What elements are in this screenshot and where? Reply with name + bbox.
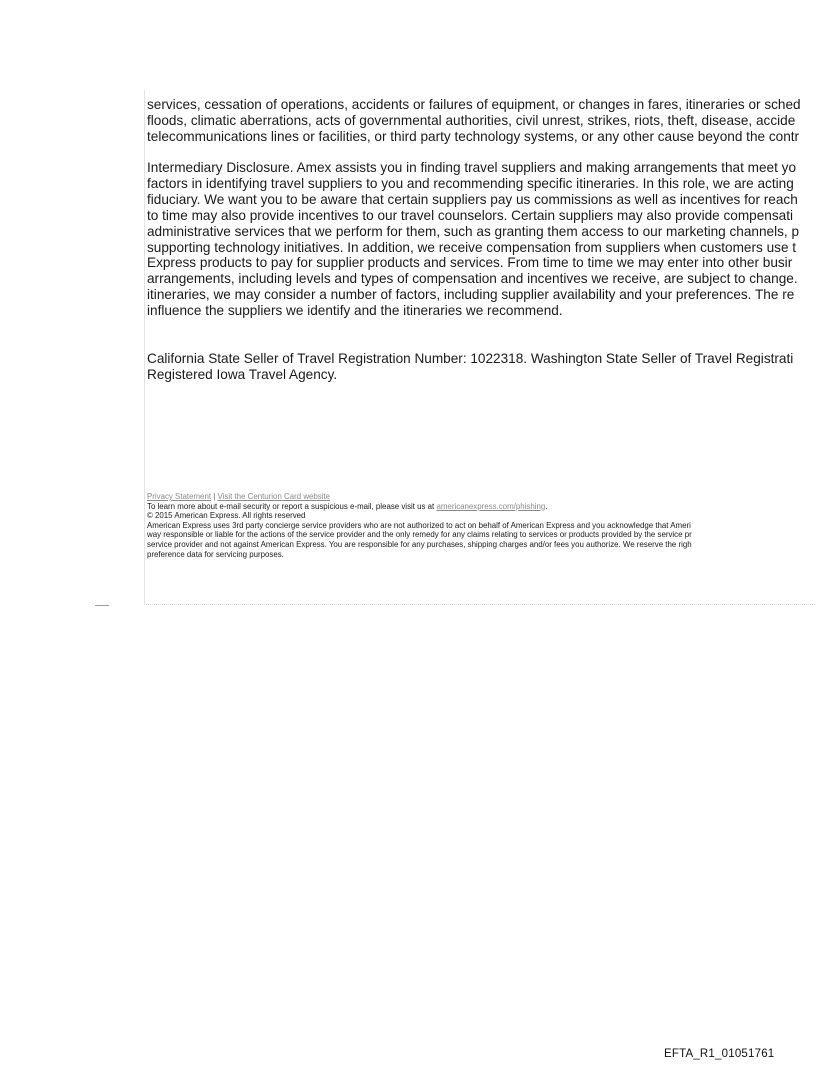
text-line: arrangements, including levels and types of compensation and incentives we receive, are subject to change.	[147, 271, 798, 287]
text-line: California State Seller of Travel Registration Number: 1022318. Washington State Seller of Travel Registrati	[147, 351, 794, 366]
text-line: services, cessation of operations, accidents or failures of equipment, or changes in fares, itineraries or sched	[147, 97, 801, 112]
email-footer	[147, 492, 692, 559]
phishing-link[interactable]: americanexpress.com/phishing	[436, 501, 546, 511]
text-line: Intermediary Disclosure. Amex assists you in finding travel suppliers and making arrangements that meet yo	[147, 160, 797, 175]
margin-mark	[95, 605, 109, 606]
footer-links	[147, 492, 692, 502]
disclaimer-line: service provider and not against American Express. You are responsible for any purchases, shipping charges and/or fees you authorize. We reserve the righ	[147, 539, 692, 549]
text-line: to time may also provide incentives to our travel counselors. Certain suppliers may also provide compensati	[147, 207, 794, 223]
text-line: supporting technology initiatives. In addition, we receive compensation from suppliers when customers use t	[147, 239, 797, 255]
text-line: Express products to pay for supplier products and services. From time to time we may enter into other busir	[147, 255, 793, 271]
centurion-card-link[interactable]: Visit the Centurion Card website	[217, 492, 331, 501]
paragraph-registration	[147, 351, 793, 383]
paragraph-liability	[147, 97, 801, 145]
security-text: To learn more about e-mail security or report a suspicious e-mail, please visit us at	[147, 501, 435, 511]
email-content-box	[144, 90, 816, 605]
link-separator: |	[213, 492, 216, 501]
paragraph-intermediary-disclosure	[147, 160, 799, 319]
security-notice	[147, 502, 692, 512]
copyright-text: © 2015 American Express. All rights reserved	[147, 511, 306, 521]
text-line: itineraries, we may consider a number of factors, including supplier availability and your preferences. The re	[147, 287, 795, 303]
text-line: floods, climatic aberrations, acts of governmental authorities, civil unrest, strikes, riots, theft, disease, accide	[147, 112, 796, 128]
privacy-statement-link[interactable]: Privacy Statement	[147, 492, 212, 501]
text-line: factors in identifying travel suppliers to you and recommending specific itineraries. In this role, we are acting	[147, 175, 794, 191]
text-line: Registered Iowa Travel Agency.	[147, 366, 338, 382]
text-line: telecommunications lines or facilities, or third party technology systems, or any other cause beyond the contr	[147, 128, 800, 144]
disclaimer-line: preference data for servicing purposes.	[147, 549, 284, 559]
disclaimer-line: way responsible or liable for the actions of the service provider and the only remedy for any claims relating to services or products provided by the service pr	[147, 530, 692, 540]
disclaimer-line: American Express uses 3rd party concierge service providers who are not authorized to act on behalf of American Express and you acknowledge that Ameri	[147, 520, 691, 530]
text-line: fiduciary. We want you to be aware that certain suppliers pay us commissions as well as incentives for reach	[147, 191, 798, 207]
security-end: .	[545, 501, 548, 511]
document-id: EFTA_R1_01051761	[664, 1048, 775, 1060]
text-line: influence the suppliers we identify and the itineraries we recommend.	[147, 303, 563, 319]
text-line: administrative services that we perform for them, such as granting them access to our marketing channels, p	[147, 223, 800, 239]
